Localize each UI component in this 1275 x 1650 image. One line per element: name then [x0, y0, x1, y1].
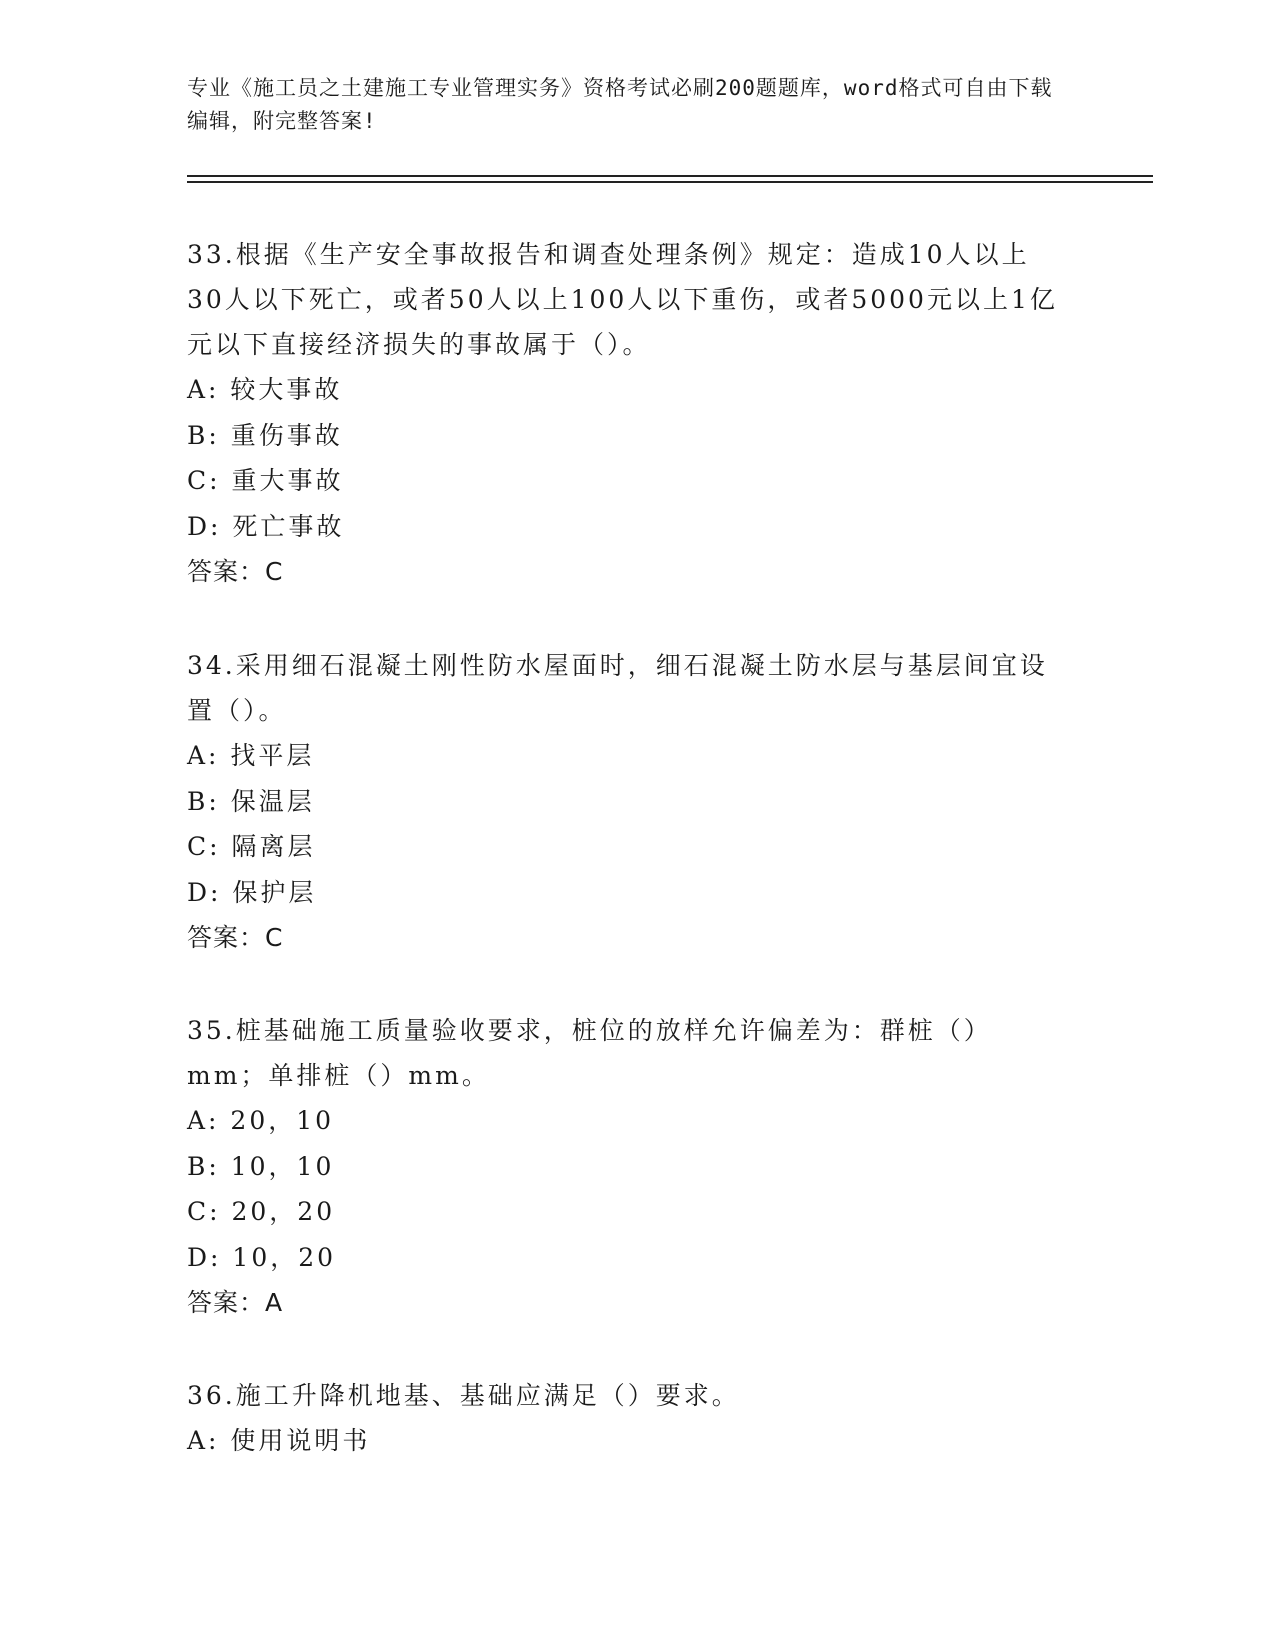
option-d: D: 死亡事故 — [187, 511, 345, 541]
question-stem: 34.采用细石混凝土刚性防水屋面时，细石混凝土防水层与基层间宜设置（）。 — [187, 651, 1048, 725]
option-c: C: 重大事故 — [187, 466, 344, 495]
option-d: D: 10，20 — [187, 1242, 337, 1272]
header-divider-bottom — [187, 181, 1153, 183]
question-34 — [187, 643, 1067, 961]
question-stem: 33.根据《生产安全事故报告和调查处理条例》规定：造成10人以上30人以下死亡，或者50人以上100人以下重伤，或者5000元以上1亿元以下直接经济损失的事故属于（）。 — [187, 240, 1058, 359]
option-b: B: 保温层 — [187, 786, 315, 816]
option-c: C: 20，20 — [187, 1197, 336, 1226]
option-d: D: 保护层 — [187, 877, 317, 907]
question-36 — [187, 1373, 1067, 1464]
option-a: A: 找平层 — [187, 741, 315, 770]
answer: 答案：A — [187, 1288, 284, 1317]
option-b: B: 重伤事故 — [187, 420, 343, 450]
answer: 答案：C — [187, 923, 284, 952]
option-b: B: 10，10 — [187, 1151, 335, 1181]
question-stem: 36.施工升降机地基、基础应满足（）要求。 — [187, 1381, 740, 1410]
option-a: A: 20，10 — [187, 1106, 335, 1135]
answer: 答案：C — [187, 557, 284, 586]
question-stem: 35.桩基础施工质量验收要求，桩位的放样允许偏差为：群桩（）mm；单排桩（）mm。 — [187, 1016, 992, 1090]
option-a: A: 使用说明书 — [187, 1426, 371, 1455]
option-c: C: 隔离层 — [187, 832, 316, 861]
question-33 — [187, 232, 1067, 595]
question-35 — [187, 1008, 1067, 1326]
document-header: 专业《施工员之土建施工专业管理实务》资格考试必刷200题题库，word格式可自由下载编辑，附完整答案! — [187, 76, 1053, 133]
header-divider-top — [187, 175, 1153, 177]
option-a: A: 较大事故 — [187, 375, 343, 404]
